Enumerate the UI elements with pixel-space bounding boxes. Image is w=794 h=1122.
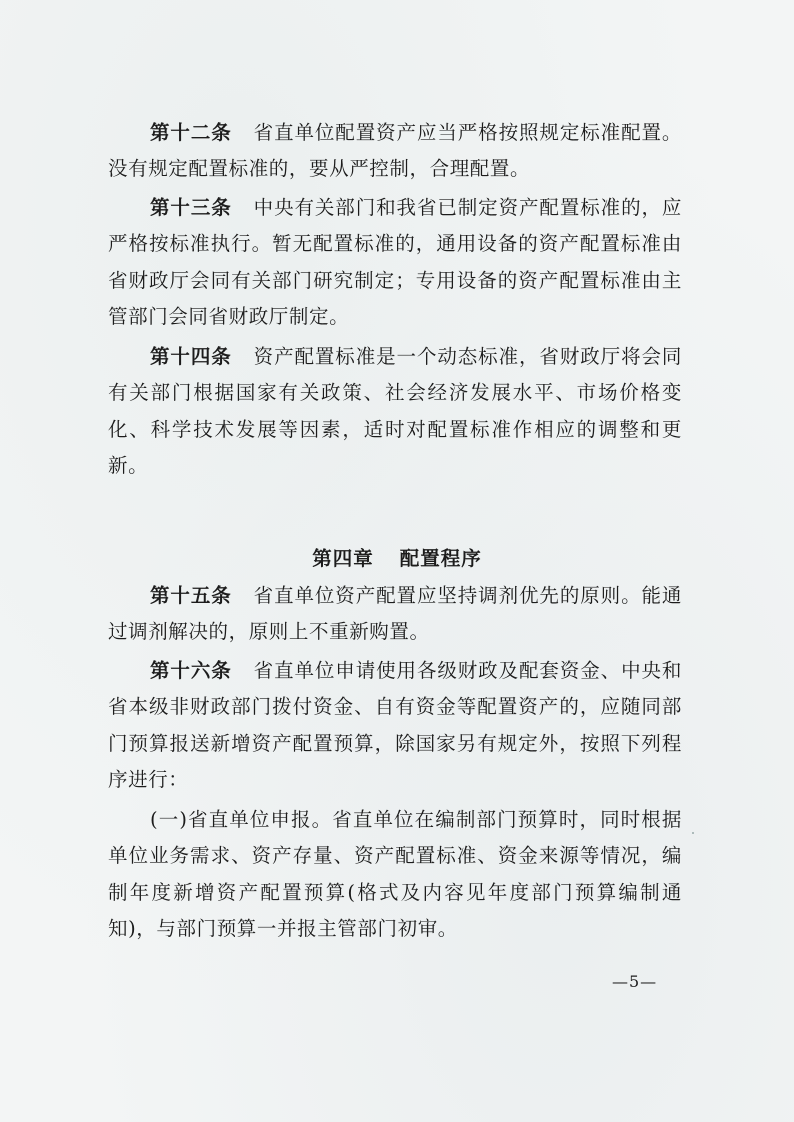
article-label: 第十五条 — [150, 584, 232, 607]
article-text: 省直单位申请使用各级财政及配套资金、中央和省本级非财政部门拨付资金、自有资金等配置资产的，应随同部门预算报送新增资产配置预算，除国家另有规定外，按照下列程序进行： — [108, 659, 682, 792]
article-text: 中央有关部门和我省已制定资产配置标准的，应严格按标准执行。暂无配置标准的，通用设备的资产配置标准由省财政厅会同有关部门研究制定；专用设备的资产配置标准由主管部门会同省财政厅制定。 — [108, 196, 682, 329]
scan-speck — [692, 832, 694, 834]
chapter-title: 配置程序 — [399, 547, 482, 570]
article-16-item-1: (一)省直单位申报。省直单位在编制部门预算时，同时根据单位业务需求、资产存量、资产配置标准、资金来源等情况，编制年度新增资产配置预算(格式及内容见年度部门预算编制通知)，与部门预算一并报主管部门初审。 — [108, 808, 682, 941]
article-16 — [108, 653, 682, 799]
article-14 — [108, 339, 682, 485]
article-12 — [108, 115, 682, 188]
page-number: —5— — [612, 972, 658, 991]
article-label: 第十六条 — [150, 659, 232, 682]
article-label: 第十三条 — [150, 196, 232, 219]
article-text: 省直单位配置资产应当严格按照规定标准配置。没有规定配置标准的，要从严控制，合理配置。 — [108, 121, 682, 181]
chapter-heading — [0, 543, 794, 571]
chapter-number: 第四章 — [312, 547, 374, 570]
article-text: 资产配置标准是一个动态标准，省财政厅将会同有关部门根据国家有关政策、社会经济发展水平、市场价格变化、科学技术发展等因素，适时对配置标准作相应的调整和更新。 — [108, 345, 682, 478]
article-label: 第十二条 — [150, 121, 232, 144]
article-label: 第十四条 — [150, 345, 232, 368]
article-13 — [108, 190, 682, 336]
article-15 — [108, 578, 682, 651]
article-text: 省直单位资产配置应坚持调剂优先的原则。能通过调剂解决的，原则上不重新购置。 — [108, 584, 682, 644]
